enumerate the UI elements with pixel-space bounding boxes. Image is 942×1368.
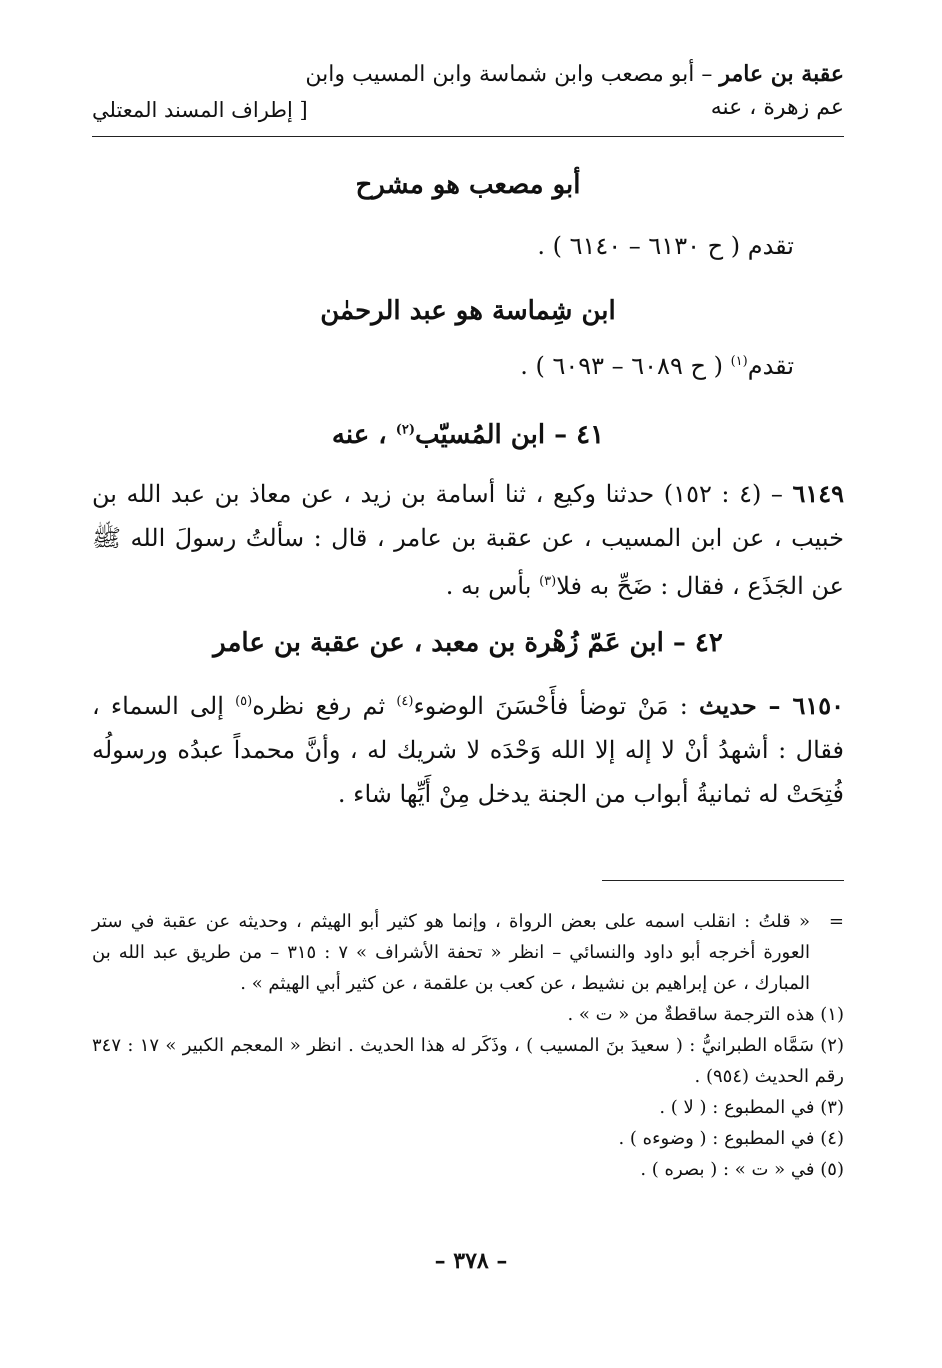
footnote-3	[92, 1092, 844, 1123]
running-head-title-rest: – أبو مصعب وابن شماسة وابن المسيب وابن عم زهرة ، عنه	[305, 62, 844, 120]
entry-number: ٦١٥٠	[792, 691, 844, 720]
footnote-number: (٥)	[820, 1159, 844, 1180]
footnote-text: في المطبوع : ( وضوءه ) .	[618, 1128, 815, 1149]
section-heading-ibn-al-musayyib	[92, 420, 844, 450]
entry-text: – (٤ : ١٥٢) حدثنا وكيع ، ثنا أسامة بن زيد ، عن معاذ بن عبد الله بن خبيب ، عن ابن المسيب ، عن عقبة بن عامر ، قال : سألتُ رسولَ الله ﷺ عن الجَذَع ، فقال : ضَحِّ به فلا	[92, 480, 844, 600]
hadith-entry-6149	[92, 472, 844, 608]
continuation-mark: =	[828, 911, 844, 932]
footnote-continued	[92, 906, 844, 999]
footnote-text: في « ت » : ( بصره ) .	[640, 1159, 815, 1180]
section-heading-ibn-amm-zuhra: ٤٢ – ابن عَمّ زُهْرة بن معبد ، عن عقبة بن عامر	[213, 628, 723, 658]
footnote-divider	[602, 880, 844, 881]
footnote-text: في المطبوع : ( لا ) .	[659, 1097, 815, 1118]
footnote-number: (٢)	[820, 1035, 844, 1056]
header-divider	[92, 136, 844, 137]
section-heading-abu-musab: أبو مصعب هو مشرح	[355, 170, 581, 200]
ref-text: تقدم	[747, 352, 794, 380]
footnote-marker: (٢)	[395, 422, 415, 438]
footnote-1	[92, 999, 844, 1030]
running-head	[92, 52, 844, 134]
cross-reference-ibn-shimasa	[92, 352, 794, 380]
section-heading-ibn-shimasa: ابن شِماسة هو عبد الرحمٰن	[320, 296, 616, 326]
running-head-title	[284, 58, 844, 124]
entry-text: : مَنْ توضأ فأَحْسَنَ الوضوء	[413, 692, 699, 720]
footnote-text: هذه الترجمة ساقطةٌ من « ت » .	[567, 1004, 815, 1025]
footnote-number: (١)	[820, 1004, 844, 1025]
footnotes	[92, 906, 844, 1185]
footnote-4	[92, 1123, 844, 1154]
running-head-book-title: [ إطراف المسند المعتلي	[92, 98, 308, 122]
footnote-2	[92, 1030, 844, 1092]
entry-text-end: بأس به .	[445, 572, 540, 600]
cross-reference-abu-musab: تقدم ( ح ٦١٣٠ – ٦١٤٠ ) .	[537, 232, 794, 260]
footnote-text: « قلتُ : انقلب اسمه على بعض الرواة ، وإنما هو كثير أبو الهيثم ، وحديثه عن عقبة في ستر العورة أخرجه أبو داود والنسائي – انظر « تحفة الأشراف » ٧ : ٣١٥ – من طريق عبد الله بن المبارك ، عن إبراهيم بن نشيط ، عن كعب بن علقمة ، عن كثير أبي الهيثم » .	[92, 911, 811, 994]
footnote-marker: (١)	[730, 354, 748, 369]
entry-keyword: – حديث	[698, 691, 793, 720]
footnote-5	[92, 1154, 844, 1185]
footnote-marker: (٣)	[539, 574, 557, 589]
ref-range: ( ح ٦٠٨٩ – ٦٠٩٣ ) .	[520, 352, 731, 380]
footnote-number: (٣)	[820, 1097, 844, 1118]
entry-text-end: إلى السماء ، فقال : أشهدُ أنْ لا إله إلا الله وَحْدَه لا شريك له ، وأنَّ محمداً عبدُه ورسولُه فُتِحَتْ له ثمانيةُ أبواب من الجنة يدخل مِنْ أَيِّها شاء .	[92, 692, 844, 808]
footnote-text: سَمَّاه الطبرانيُّ : ( سعيدَ بنَ المسيب ) ، وذَكَر له هذا الحديث . انظر « المعجم الكبير » ١٧ : ٣٤٧ رقم الحديث (٩٥٤) .	[92, 1035, 844, 1087]
heading-suffix: ، عنه	[331, 420, 396, 450]
footnote-marker: (٤)	[396, 694, 414, 709]
footnote-marker: (٥)	[235, 694, 253, 709]
entry-number: ٦١٤٩	[792, 479, 845, 508]
footnote-number: (٤)	[820, 1128, 844, 1149]
running-head-title-bold: عقبة بن عامر	[719, 61, 844, 87]
page-number: – ٣٧٨ –	[434, 1248, 508, 1274]
heading-text: ٤١ – ابن المُسيّب	[415, 420, 605, 450]
hadith-entry-6150	[92, 680, 844, 816]
entry-text-mid: ثم رفع نظره	[252, 692, 397, 720]
